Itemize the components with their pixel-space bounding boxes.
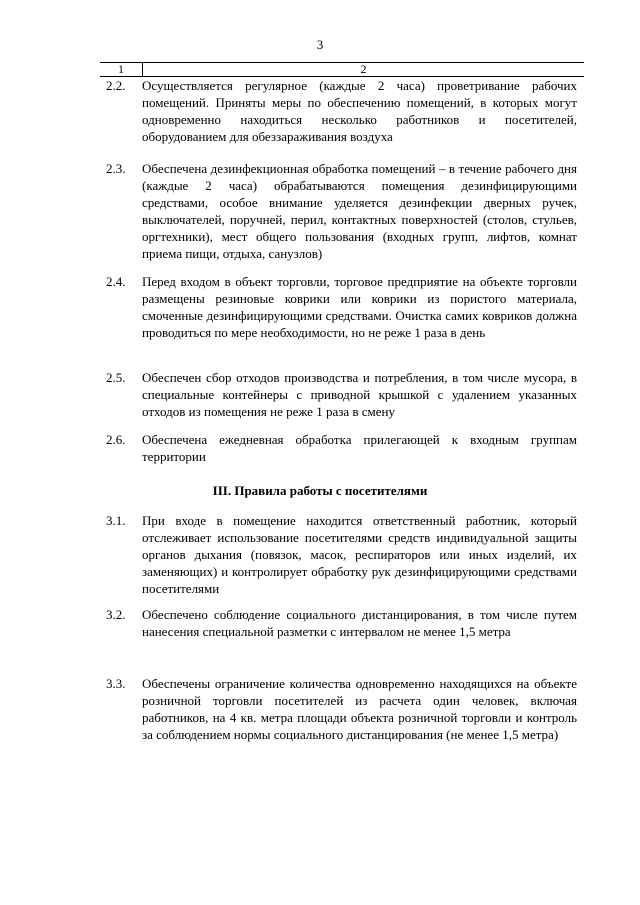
item-number: 3.1. xyxy=(106,513,126,528)
item-text: Перед входом в объект торговли, торговое предприятие на объекте торговли размещены резиновые коврики или коврики из пористого материала, смоченные дезинфицирующими средствами. Очистка самих ковриков должна проводиться по мере необходимости, но не реже 1 раза в день xyxy=(142,274,577,340)
list-item-3-1 xyxy=(100,512,584,597)
item-text: Обеспечен сбор отходов производства и потребления, в том числе мусора, в специальные контейнеры с приводной крышкой с удалением указанных отходов из помещения не реже 1 раза в смену xyxy=(142,370,577,419)
item-text: Обеспечено соблюдение социального дистанцирования, в том числе путем нанесения специальной разметки с интервалом не менее 1,5 метра xyxy=(142,607,577,639)
section-title: III. Правила работы с посетителями xyxy=(212,483,428,498)
item-text: Обеспечена ежедневная обработка прилегающей к входным группам территории xyxy=(142,432,577,464)
list-item-2-3 xyxy=(100,160,584,262)
list-item-2-5 xyxy=(100,369,584,420)
item-number: 3.3. xyxy=(106,676,126,691)
table-header-col2: 2 xyxy=(360,62,367,76)
item-text: Обеспечены ограничение количества одновременно находящихся на объекте розничной торговли посетителей из расчета один человек, включая работников, на 4 кв. метра площади объекта розничной торговли и контроль за соблюдением нормы социального дистанцирования (не менее 1,5 метра) xyxy=(142,676,577,742)
list-item-2-2 xyxy=(100,77,584,145)
item-text: При входе в помещение находится ответственный работник, который отслеживает использование посетителями средств индивидуальной защиты органов дыхания (повязок, масок, респираторов или иных изделий, их заменяющих) и контролирует обработку рук дезинфицирующими средствами посетителями xyxy=(142,513,577,596)
item-number: 3.2. xyxy=(106,607,126,622)
list-item-2-4 xyxy=(100,273,584,341)
page-number: 3 xyxy=(316,37,324,52)
item-text: Обеспечена дезинфекционная обработка помещений – в течение рабочего дня (каждые 2 часа) обрабатываются помещения дезинфицирующими средствами, особое внимание уделяется дезинфекции дверных ручек, выключателей, поручней, перил, контактных поверхностей (столов, стульев, оргтехники), мест общего пользования (входных групп, лифтов, комнат приема пищи, отдыха, санузлов) xyxy=(142,161,577,261)
item-number: 2.3. xyxy=(106,161,126,176)
table-header xyxy=(100,62,584,77)
list-item-2-6 xyxy=(100,431,584,465)
item-number: 2.2. xyxy=(106,78,126,93)
item-text: Осуществляется регулярное (каждые 2 часа) проветривание рабочих помещений. Приняты меры по обеспечению помещений, в которых могут одновременно находиться несколько работников и посетителей, оборудованием для обеззараживания воздуха xyxy=(142,78,577,144)
list-item-3-3 xyxy=(100,675,584,743)
item-number: 2.6. xyxy=(106,432,126,447)
list-item-3-2 xyxy=(100,606,584,640)
table-header-col1: 1 xyxy=(100,63,143,76)
item-number: 2.5. xyxy=(106,370,126,385)
item-number: 2.4. xyxy=(106,274,126,289)
